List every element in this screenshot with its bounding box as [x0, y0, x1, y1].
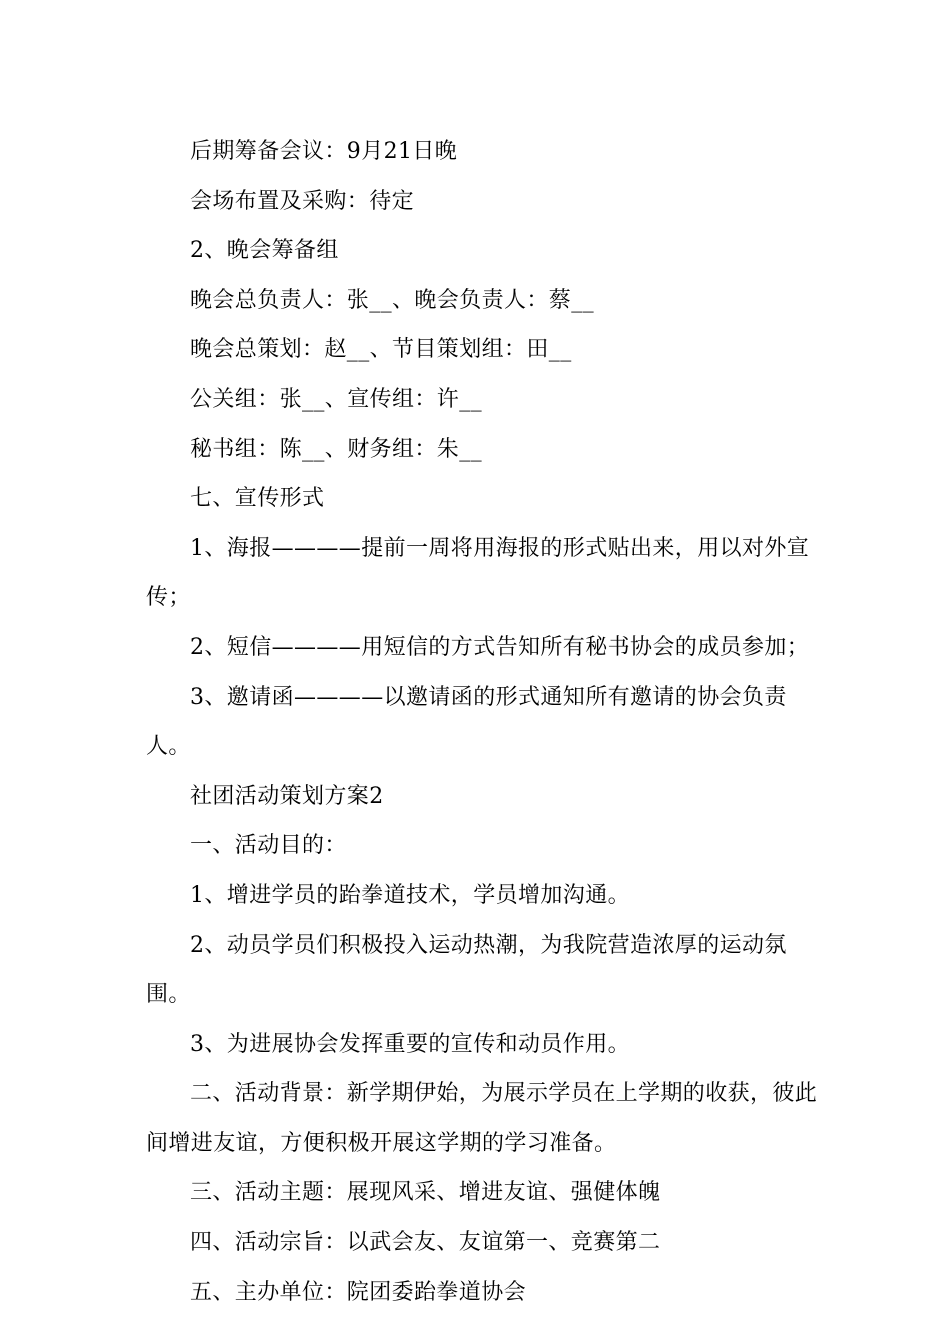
paragraph-activity-aim: 四、活动宗旨：以武会友、友谊第一、竞赛第二	[190, 1230, 661, 1256]
heading-publicity-forms: 七、宣传形式	[190, 486, 325, 512]
paragraph-purpose-1: 1、增进学员的跆拳道技术，学员增加沟通。	[190, 882, 630, 908]
paragraph-pr-publicity: 公关组：张__、宣传组：许__	[190, 386, 483, 412]
paragraph-venue-setup: 会场布置及采购：待定	[190, 188, 415, 214]
paragraph-gala-planners: 晚会总策划：赵__、节目策划组：田__	[190, 337, 572, 363]
paragraph-purpose-3: 3、为进展协会发挥重要的宣传和动员作用。	[190, 1031, 630, 1057]
heading-activity-purpose: 一、活动目的：	[190, 833, 347, 859]
paragraph-invitation: 3、邀请函————以邀请函的形式通知所有邀请的协会负责人。	[146, 684, 787, 760]
paragraph-gala-prep-group: 2、晚会筹备组	[190, 238, 339, 264]
heading-plan-2: 社团活动策划方案2	[190, 783, 384, 809]
paragraph-purpose-2: 2、动员学员们积极投入运动热潮，为我院营造浓厚的运动氛围。	[146, 932, 787, 1008]
document-body	[146, 127, 826, 1317]
paragraph-secretary-finance: 秘书组：陈__、财务组：朱__	[190, 436, 483, 462]
paragraph-poster: 1、海报————提前一周将用海报的形式贴出来，用以对外宣传；	[146, 535, 810, 611]
paragraph-organizer: 五、主办单位：院团委跆拳道协会	[190, 1279, 527, 1305]
paragraph-late-prep-meeting: 后期筹备会议：9月21日晚	[190, 139, 458, 164]
paragraph-activity-theme: 三、活动主题：展现风采、增进友谊、强健体魄	[190, 1180, 661, 1206]
paragraph-gala-leaders: 晚会总负责人：张__、晚会负责人：蔡__	[190, 287, 595, 313]
paragraph-activity-background: 二、活动背景：新学期伊始，为展示学员在上学期的收获，彼此间增进友谊，方便积极开展这学期的学习准备。	[146, 1081, 818, 1156]
paragraph-sms: 2、短信————用短信的方式告知所有秘书协会的成员参加；	[190, 634, 810, 660]
